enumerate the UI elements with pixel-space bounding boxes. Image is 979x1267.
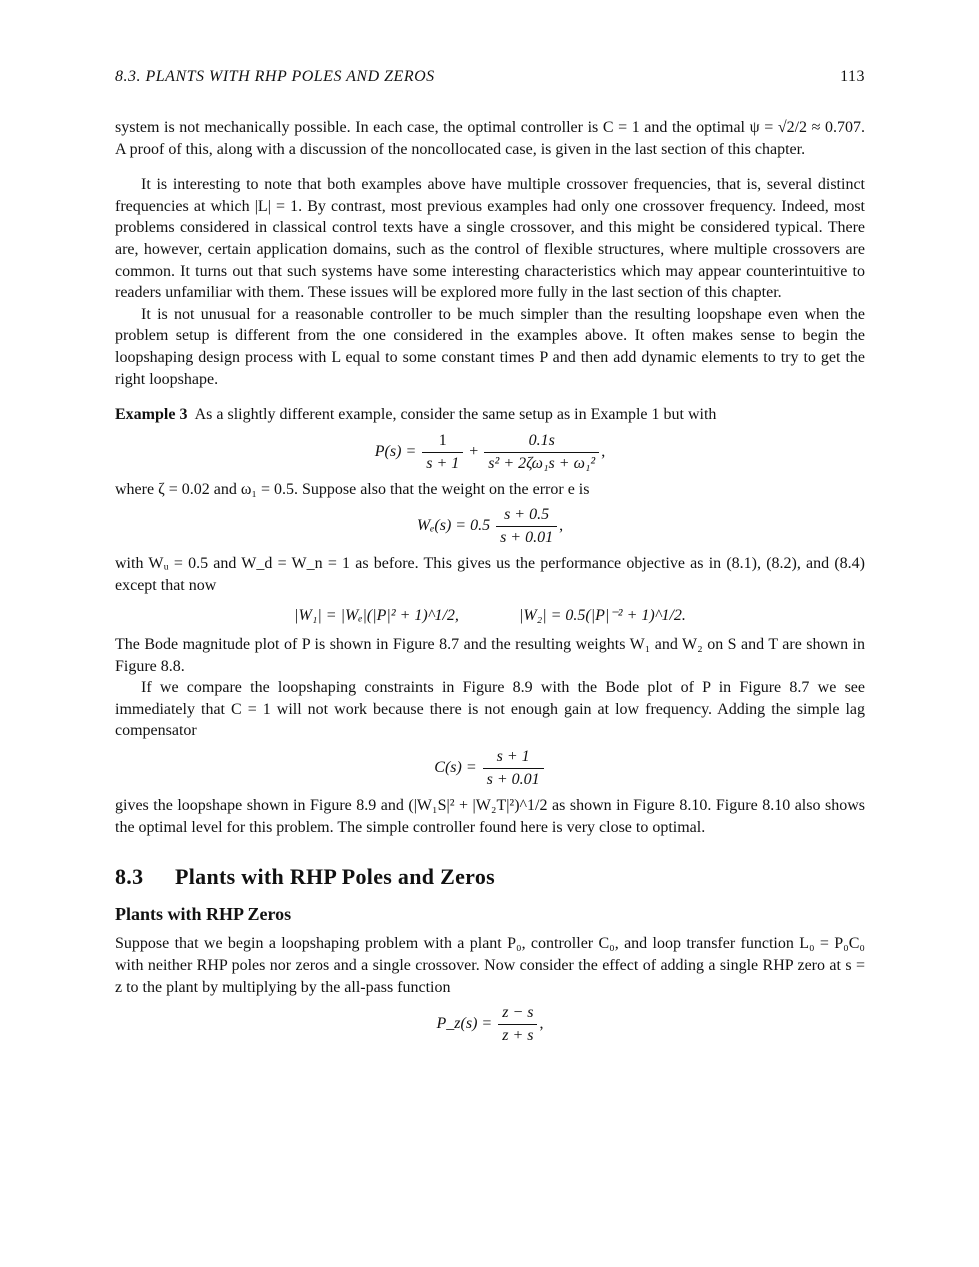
eq-w1: |W₁| = |Wₑ|(|P|² + 1)^1/2, <box>294 606 459 624</box>
section-title: Plants with RHP Poles and Zeros <box>175 864 495 890</box>
paragraph-crossover: It is interesting to note that both examples above have multiple crossover frequencies, that is, several distinct frequencies at which |L| = 1. By contrast, most previous examples had only one crossover frequency. Indeed, most problems considered in classical control texts have a single crossover, and this might be considered typical. There are, however, certain application domains, such as the control of flexible structures, where multiple crossovers are common. It turns out that such systems have some interesting characteristics which may appear counterintuitive to readers unfamiliar with them. These issues will be explored more fully in the last section of this chapter. <box>115 176 865 302</box>
equation-lag-compensator <box>115 748 865 789</box>
example-3 <box>115 404 865 426</box>
paragraph-bode: The Bode magnitude plot of P is shown in Figure 8.7 and the resulting weights W₁ and W₂ on S and T are shown in Figure 8.8. <box>115 636 865 675</box>
body-text <box>115 117 865 1051</box>
eq-c-den: s + 0.01 <box>486 771 540 789</box>
paragraph-simple-controller: It is not unusual for a reasonable controller to be much simpler than the resulting loopshape even when the problem setup is different from the one considered in the examples above. It often makes sense to begin the loopshaping design process with L equal to some constant times P and then add dynamic elements to try to get the right loopshape. <box>115 305 865 388</box>
eq-plant-frac2-num: 0.1s <box>484 432 599 453</box>
equation-error-weight: Wₑ(s) = 0.5 $\frac{s + 0.5}{s + 0.01}$ , <box>416 506 564 547</box>
equation-weights <box>115 605 865 627</box>
eq-pz-frac <box>498 1004 537 1045</box>
eq-c-frac <box>483 748 544 789</box>
eq-plant-frac2 <box>484 432 599 473</box>
eq-pz-lhs: P_z(s) = <box>436 1015 493 1033</box>
subsection-heading: Plants with RHP Zeros <box>115 903 292 924</box>
eq-we-den: s + 0.01 <box>500 529 554 547</box>
eq-plant-frac1 <box>422 432 463 473</box>
paragraph-gives: gives the loopshape shown in Figure 8.9 and (|W₁S|² + |W₂T|²)^1/2 as shown in Figure 8.10. Figure 8.10 also shows the optimal level for this problem. The simple controller found here is very close to optimal. <box>115 797 865 836</box>
eq-plant-frac1-num: 1 <box>422 432 463 453</box>
paragraph-where: where ζ = 0.02 and ω₁ = 0.5. Suppose also that the weight on the error e is <box>115 480 590 498</box>
paragraph-continuation: system is not mechanically possible. In each case, the optimal controller is C = 1 and the optimal ψ = √2/2 ≈ 0.707. A proof of this, along with a discussion of the noncollocated case, is given in the last section of this chapter. <box>115 119 865 158</box>
eq-pz-den: z + s <box>502 1027 534 1045</box>
page-number: 113 <box>840 68 865 85</box>
equation-allpass: P_z(s) = $\frac{z - s}{z + s}$ , <box>436 1004 544 1045</box>
eq-plant-frac2-den: s² + 2ζω₁s + ω₁² <box>488 454 596 472</box>
eq-plant-plus: + <box>469 442 479 460</box>
section-heading <box>115 866 865 888</box>
example-label: Example 3 <box>115 406 188 424</box>
eq-c-num: s + 1 <box>483 748 544 769</box>
eq-we-num: s + 0.5 <box>496 506 557 527</box>
eq-plant-lhs: P(s) = <box>374 442 417 460</box>
paragraph-compare: If we compare the loopshaping constraints in Figure 8.9 with the Bode plot of P in Figure 8.7 we see immediately that C = 1 will not work because there is not enough gain at low frequency. Adding the simple lag compensator <box>115 679 865 740</box>
eq-pz-num: z − s <box>498 1004 537 1025</box>
section-number: 8.3 <box>115 864 144 890</box>
equation-plant: P(s) = $\frac{1}{s + 1}$ + $\frac{0.1s}{\text{s² + 2ζω₁s + ω₁²}}$ , <box>374 431 606 472</box>
eq-we-lhs: Wₑ(s) = 0.5 <box>416 517 491 535</box>
eq-plant-frac1-den: s + 1 <box>426 454 460 472</box>
example-text: As a slightly different example, consider the same setup as in Example 1 but with <box>194 406 717 424</box>
paragraph-with: with Wᵤ = 0.5 and W_d = W_n = 1 as before. This gives us the performance objective as in (8.1), (8.2), and (8.4) except that now <box>115 555 865 594</box>
eq-w2: |W₂| = 0.5(|P|⁻² + 1)^1/2. <box>518 606 686 624</box>
eq-c-lhs: C(s) = <box>434 759 477 777</box>
eq-we-frac <box>496 506 557 547</box>
running-header-title: 8.3. PLANTS WITH RHP POLES AND ZEROS <box>115 68 435 85</box>
running-header <box>115 68 865 86</box>
paragraph-suppose: Suppose that we begin a loopshaping problem with a plant P₀, controller C₀, and loop transfer function L₀ = P₀C₀ with neither RHP poles nor zeros and a single crossover. Now consider the effect of adding a single RHP zero at s = z to the plant by multiplying by the all-pass function <box>115 935 865 996</box>
